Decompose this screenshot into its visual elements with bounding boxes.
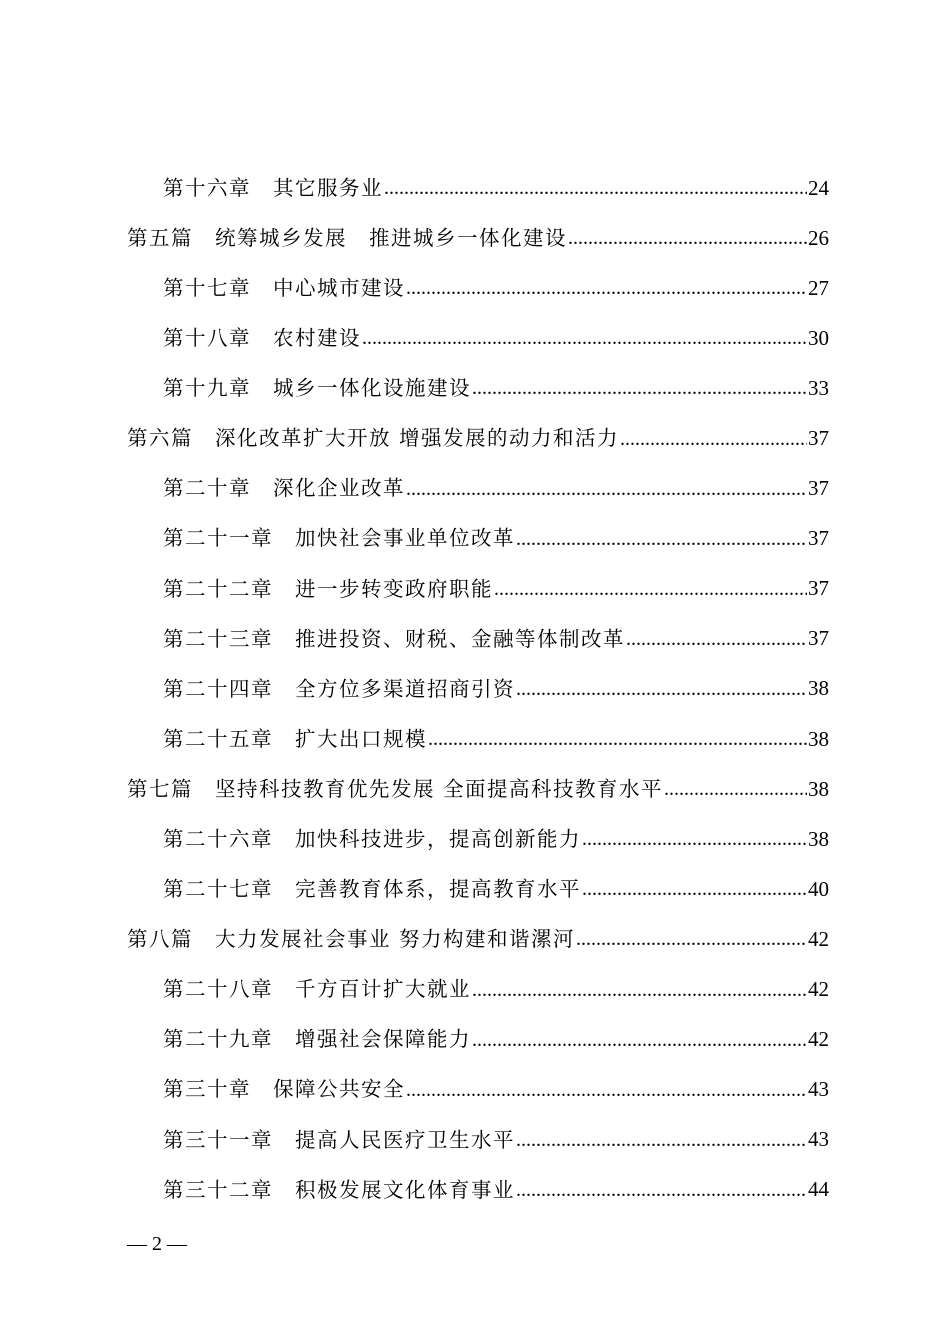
toc-entry-text: 进一步转变政府职能 <box>295 576 493 601</box>
toc-entry-title <box>127 225 567 250</box>
toc-dot-leader <box>428 728 807 750</box>
toc-chapter-entry[interactable] <box>127 464 829 514</box>
toc-dot-leader <box>664 778 807 800</box>
toc-entry-title <box>163 1029 471 1050</box>
toc-entry-text: 城乡一体化设施建设 <box>273 376 471 401</box>
toc-dot-leader <box>472 979 807 1001</box>
toc-entry-title <box>163 626 625 651</box>
toc-entry-title <box>163 328 361 349</box>
toc-part-entry[interactable] <box>127 914 829 964</box>
toc-entry-label: 第七篇 <box>127 776 193 801</box>
toc-entry-text: 千方百计扩大就业 <box>295 977 471 1002</box>
toc-entry-title <box>163 528 515 549</box>
toc-dot-leader <box>568 227 807 249</box>
toc-entry-title <box>127 929 575 950</box>
toc-entry-title <box>163 879 581 900</box>
toc-page-number: 38 <box>808 676 829 701</box>
table-of-contents <box>127 163 829 1215</box>
toc-page-number: 43 <box>808 1127 829 1152</box>
toc-entry-text: 推进投资、财税、金融等体制改革 <box>295 626 625 651</box>
toc-entry-label: 第二十四章 <box>163 676 273 701</box>
toc-entry-text: 深化企业改革 <box>273 476 405 501</box>
toc-entry-text: 深化改革扩大开放 增强发展的动力和活力 <box>215 426 620 451</box>
toc-chapter-entry[interactable] <box>127 714 829 764</box>
toc-entry-title <box>163 676 515 701</box>
toc-chapter-entry[interactable] <box>127 664 829 714</box>
toc-entry-title <box>163 275 405 300</box>
toc-dot-leader <box>516 678 807 700</box>
toc-chapter-entry[interactable] <box>127 363 829 413</box>
toc-entry-label: 第二十六章 <box>163 827 273 852</box>
toc-page-number: 37 <box>808 626 829 651</box>
toc-dot-leader <box>516 1179 807 1201</box>
toc-dot-leader <box>626 628 807 650</box>
toc-page-number: 27 <box>808 275 829 300</box>
toc-chapter-entry[interactable] <box>127 965 829 1015</box>
toc-entry-label: 第二十章 <box>163 476 251 501</box>
toc-entry-title <box>163 378 471 399</box>
toc-page-number: 30 <box>808 325 829 350</box>
toc-page-number: 37 <box>808 426 829 451</box>
toc-entry-title <box>163 829 581 850</box>
toc-part-entry[interactable] <box>127 213 829 263</box>
toc-dot-leader <box>384 177 807 199</box>
toc-entry-label: 第十七章 <box>163 275 251 300</box>
toc-entry-text: 大力发展社会事业 努力构建和谐漯河 <box>215 927 576 952</box>
toc-entry-label: 第二十一章 <box>163 526 273 551</box>
toc-page-number: 42 <box>808 977 829 1002</box>
toc-entry-label: 第三十章 <box>163 1077 251 1102</box>
toc-page-number: 40 <box>808 876 829 901</box>
toc-entry-text: 统筹城乡发展 推进城乡一体化建设 <box>215 225 567 250</box>
toc-entry-text: 坚持科技教育优先发展 全面提高科技教育水平 <box>215 776 664 801</box>
toc-entry-label: 第十八章 <box>163 326 251 351</box>
toc-entry-label: 第二十三章 <box>163 626 273 651</box>
toc-page-number: 42 <box>808 1027 829 1052</box>
toc-chapter-entry[interactable] <box>127 1115 829 1165</box>
toc-entry-title <box>163 1127 515 1152</box>
toc-chapter-entry[interactable] <box>127 1015 829 1065</box>
toc-page-number: 38 <box>808 826 829 851</box>
toc-entry-label: 第二十二章 <box>163 576 273 601</box>
toc-entry-title <box>127 776 664 801</box>
toc-entry-label: 第八篇 <box>127 927 193 952</box>
toc-entry-text: 扩大出口规模 <box>295 726 427 751</box>
toc-page-number: 26 <box>808 225 829 250</box>
page-number-footer: — 2 — <box>127 1233 187 1255</box>
toc-entry-text: 农村建设 <box>273 326 361 351</box>
toc-entry-text: 全方位多渠道招商引资 <box>295 676 515 701</box>
toc-chapter-entry[interactable] <box>127 514 829 564</box>
toc-page-number: 44 <box>808 1177 829 1202</box>
toc-chapter-entry[interactable] <box>127 1165 829 1215</box>
toc-part-entry[interactable] <box>127 413 829 463</box>
toc-page-number: 38 <box>808 726 829 751</box>
toc-page-number: 43 <box>808 1077 829 1102</box>
toc-page-number: 42 <box>808 926 829 951</box>
toc-dot-leader <box>516 528 807 550</box>
toc-entry-label: 第十六章 <box>163 175 251 200</box>
toc-entry-title <box>163 979 471 1000</box>
toc-entry-label: 第二十九章 <box>163 1027 273 1052</box>
toc-entry-text: 积极发展文化体育事业 <box>295 1177 515 1202</box>
toc-dot-leader <box>582 878 807 900</box>
toc-dot-leader <box>494 578 807 600</box>
toc-entry-label: 第二十七章 <box>163 877 273 902</box>
toc-entry-text: 保障公共安全 <box>273 1077 405 1102</box>
toc-chapter-entry[interactable] <box>127 163 829 213</box>
toc-entry-title <box>163 1079 405 1100</box>
toc-dot-leader <box>406 277 807 299</box>
toc-chapter-entry[interactable] <box>127 814 829 864</box>
toc-entry-label: 第二十八章 <box>163 977 273 1002</box>
toc-dot-leader <box>576 928 807 950</box>
toc-entry-text: 提高人民医疗卫生水平 <box>295 1127 515 1152</box>
toc-dot-leader <box>406 1079 807 1101</box>
toc-dot-leader <box>472 377 807 399</box>
toc-entry-label: 第十九章 <box>163 376 251 401</box>
toc-chapter-entry[interactable] <box>127 614 829 664</box>
toc-dot-leader <box>362 327 807 349</box>
toc-entry-title <box>163 478 405 499</box>
toc-page-number: 37 <box>808 476 829 501</box>
toc-entry-text: 增强社会保障能力 <box>295 1027 471 1052</box>
toc-dot-leader <box>406 478 807 500</box>
toc-entry-text: 加快社会事业单位改革 <box>295 526 515 551</box>
toc-chapter-entry[interactable] <box>127 864 829 914</box>
toc-entry-title <box>163 175 383 200</box>
toc-entry-label: 第五篇 <box>127 225 193 250</box>
toc-entry-title <box>163 1177 515 1202</box>
toc-page-number: 38 <box>808 776 829 801</box>
toc-chapter-entry[interactable] <box>127 1065 829 1115</box>
toc-entry-text: 完善教育体系，提高教育水平 <box>295 877 581 902</box>
toc-entry-title <box>127 428 619 449</box>
toc-entry-title <box>163 726 427 751</box>
toc-entry-label: 第三十二章 <box>163 1177 273 1202</box>
toc-dot-leader <box>516 1129 807 1151</box>
toc-dot-leader <box>582 828 807 850</box>
toc-part-entry[interactable] <box>127 764 829 814</box>
toc-chapter-entry[interactable] <box>127 263 829 313</box>
toc-chapter-entry[interactable] <box>127 313 829 363</box>
toc-page-number: 37 <box>808 576 829 601</box>
toc-chapter-entry[interactable] <box>127 564 829 614</box>
toc-page-number: 24 <box>808 175 829 200</box>
toc-page-number: 37 <box>808 526 829 551</box>
toc-entry-label: 第二十五章 <box>163 726 273 751</box>
toc-entry-text: 其它服务业 <box>273 175 383 200</box>
toc-entry-label: 第三十一章 <box>163 1127 273 1152</box>
toc-entry-label: 第六篇 <box>127 426 193 451</box>
toc-entry-text: 加快科技进步，提高创新能力 <box>295 827 581 852</box>
toc-page-number: 33 <box>808 375 829 400</box>
toc-entry-title <box>163 576 493 601</box>
toc-entry-text: 中心城市建设 <box>273 275 405 300</box>
toc-dot-leader <box>472 1029 807 1051</box>
toc-dot-leader <box>620 428 807 450</box>
